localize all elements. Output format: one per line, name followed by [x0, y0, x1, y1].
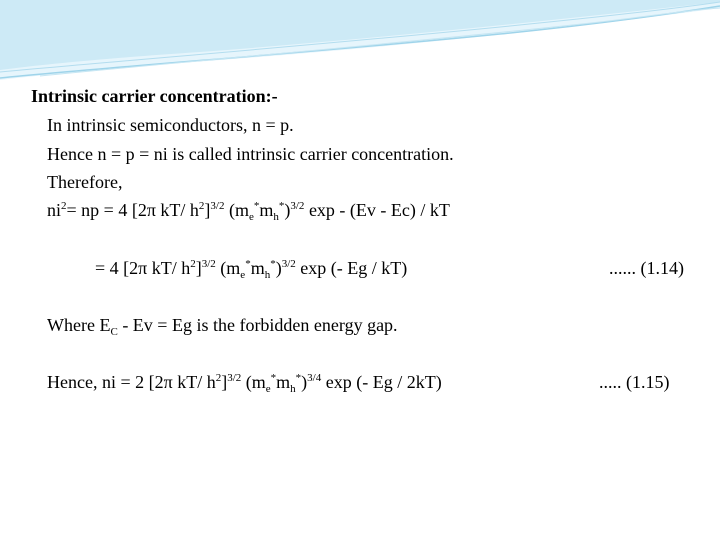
where-part-b: - Ev = Eg is the forbidden energy gap. [117, 315, 398, 335]
eq3-sup-c: * [270, 372, 277, 384]
eq3-part-e: ) [301, 372, 308, 392]
body-line-3: Therefore, [47, 172, 123, 192]
eq1-part-d: (m [224, 200, 249, 220]
eq2-part-f: exp (- Eg / kT) [295, 258, 408, 278]
eq3-sub-c: e [265, 383, 271, 395]
eq1-sup-a: 2 [61, 200, 67, 212]
eq2-sub-d: h [264, 269, 271, 281]
where-line [47, 315, 398, 338]
eq3-part-f: exp (- Eg / 2kT) [321, 372, 442, 392]
eq1-sup-c: 3/2 [210, 200, 225, 212]
eq1-sup-b: 2 [198, 200, 205, 212]
equation-3 [47, 372, 442, 395]
eq3-part-b: ] [221, 372, 228, 392]
eq3-sup-a: 2 [215, 372, 222, 384]
eq2-part-c: (m [215, 258, 241, 278]
body-line-2: Hence n = p = ni is called intrinsic carrier concentration. [47, 144, 454, 164]
equation-1 [47, 200, 450, 223]
eq1-part-e: m [259, 200, 274, 220]
where-part-a: Where E [47, 315, 111, 335]
eq3-sup-b: 3/2 [227, 372, 242, 384]
eq3-sub-d: h [290, 383, 296, 395]
equation-2 [95, 258, 408, 281]
eq1-sup-d: * [253, 200, 260, 212]
eq3-part-c: (m [241, 372, 266, 392]
eq2-sup-e: 3/2 [281, 258, 296, 270]
eq1-part-f: ) [284, 200, 291, 220]
eq1-part-c: ] [204, 200, 211, 220]
eq2-part-a: = 4 [2π kT/ h [95, 258, 191, 278]
eq3-sup-e: 3/4 [307, 372, 322, 384]
eq1-sub-d: e [248, 211, 254, 223]
eq2-sup-d: * [270, 258, 276, 270]
eq1-part-g: exp - (Ev - Ec) / kT [304, 200, 450, 220]
eq3-part-a: Hence, ni = 2 [2π kT/ h [47, 372, 216, 392]
eq3-sup-d: * [295, 372, 302, 384]
eq2-part-d: m [250, 258, 265, 278]
body-line-1: In intrinsic semiconductors, n = p. [47, 115, 294, 135]
equation-3-number: ..... (1.15) [599, 372, 670, 392]
eq2-part-e: ) [275, 258, 282, 278]
eq2-sup-a: 2 [190, 258, 196, 270]
eq1-sup-f: 3/2 [290, 200, 305, 212]
slide-heading: Intrinsic carrier concentration:- [31, 86, 278, 106]
eq1-sup-e: * [278, 200, 285, 212]
where-sub-a: C [110, 326, 118, 338]
eq1-part-a: ni [47, 200, 62, 220]
eq1-part-b: = np = 4 [2π kT/ h [66, 200, 199, 220]
eq2-sup-b: 3/2 [201, 258, 216, 270]
equation-2-number: ...... (1.14) [609, 258, 684, 278]
eq2-part-b: ] [195, 258, 202, 278]
eq2-sub-c: e [240, 269, 246, 281]
eq2-sup-c: * [245, 258, 251, 270]
eq3-part-d: m [276, 372, 291, 392]
eq1-sub-e: h [273, 211, 279, 223]
